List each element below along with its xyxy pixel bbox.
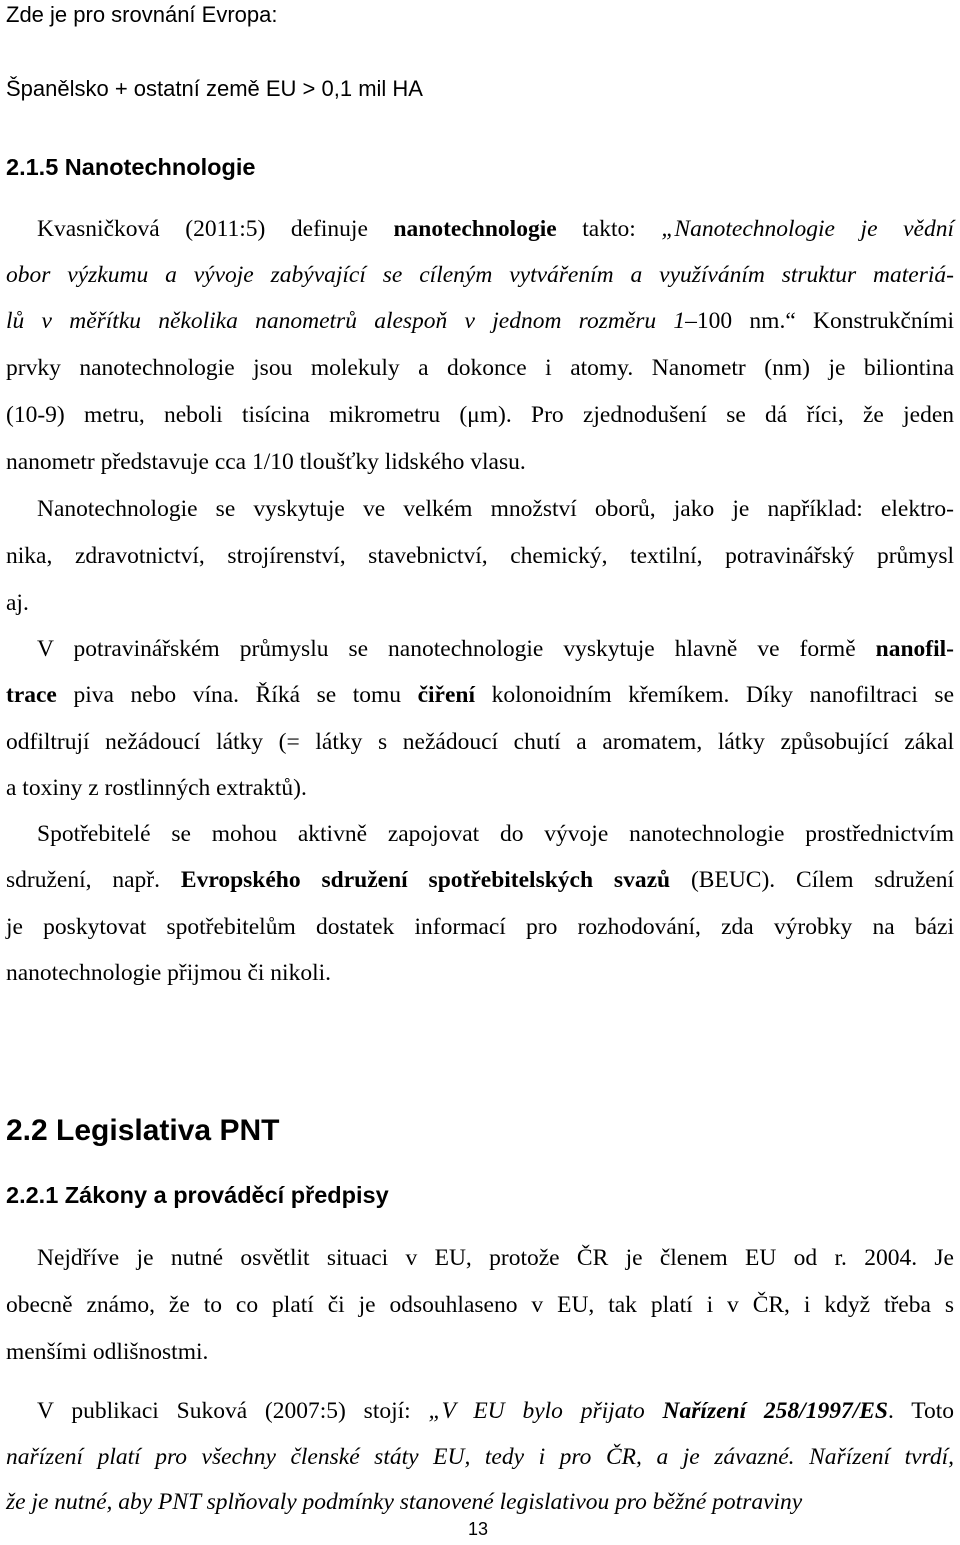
text-run: –100 nm. [685, 308, 786, 334]
quote-run: „V EU bylo přijato [428, 1398, 663, 1424]
paragraph-4-line-1: Spotřebitelé se mohou aktivně zapojovat do vývoje nanotechnologie prostřednictvím [37, 821, 954, 847]
text-run: piva nebo vína. Říká se tomu [56, 682, 418, 708]
section-heading-2-1-5: 2.1.5 Nanotechnologie [6, 154, 256, 180]
quote-run: nařízení platí pro všechny členské státy EU, tedy i pro ČR, a je závazné. [6, 1444, 810, 1470]
paragraph-1-line-4: prvky nanotechnologie jsou molekuly a dokonce i atomy. Nanometr (nm) je biliontina [6, 355, 954, 381]
quote-run: Nařízení tvrdí, [809, 1444, 954, 1470]
bold-term: čiření [417, 682, 476, 708]
paragraph-5-line-1: Nejdříve je nutné osvětlit situaci v EU, protože ČR je členem EU od r. 2004. Je [37, 1245, 954, 1271]
section-heading-2-2: 2.2 Legislativa PNT [6, 1114, 280, 1147]
paragraph-6-line-2 [6, 1446, 954, 1470]
bold-term: nanotechnologie [393, 216, 557, 242]
paragraph-1-line-1 [37, 218, 954, 242]
text-run: . Toto [887, 1398, 954, 1424]
paragraph-2-line-2: nika, zdravotnictví, strojírenství, stavebnictví, chemický, textilní, potravinářský průmysl [6, 543, 954, 569]
intro-line-1: Zde je pro srovnání Evropa: [6, 2, 278, 27]
paragraph-4-line-3: je poskytovat spotřebitelům dostatek informací pro rozhodování, zda výrobky na bázi [6, 914, 954, 940]
quote-run: že je nutné, aby PNT splňovaly podmínky stanovené legislativou pro běžné potraviny [6, 1489, 803, 1515]
quote-run: lů v měřítku několika nanometrů alespoň v jednom rozměru 1 [6, 308, 686, 334]
paragraph-1-line-5: (10-9) metru, neboli tisícina mikrometru (μm). Pro zjednodušení se dá říci, že jeden [6, 402, 954, 428]
paragraph-3-line-1 [37, 638, 954, 662]
paragraph-6-line-1 [37, 1400, 954, 1424]
bold-term: nanofil- [875, 636, 954, 662]
paragraph-1-line-6: nanometr představuje cca 1/10 tloušťky lidského vlasu. [6, 449, 526, 475]
quote-run: „Nanotechnologie je vědní [661, 216, 954, 242]
paragraph-3-line-2 [6, 684, 954, 708]
paragraph-2-line-3: aj. [6, 590, 29, 616]
section-heading-2-2-1: 2.2.1 Zákony a prováděcí předpisy [6, 1182, 389, 1208]
text-run: (BEUC). Cílem sdružení [670, 867, 954, 893]
bold-term: Evropského sdružení spotřebitelských svazů [180, 867, 671, 893]
text-run: V potravinářském průmyslu se nanotechnologie vyskytuje hlavně ve formě [37, 636, 876, 662]
text-run: V publikaci Suková (2007:5) stojí: [37, 1398, 429, 1424]
page-number: 13 [468, 1519, 489, 1539]
paragraph-4-line-2 [6, 869, 954, 893]
quote-run: obor výzkumu a vývoje zabývající se cíleným vytvářením a využíváním struktur materiá- [6, 262, 954, 288]
paragraph-2-line-1: Nanotechnologie se vyskytuje ve velkém množství oborů, jako je například: elektro- [37, 496, 954, 522]
paragraph-1-line-3 [6, 310, 954, 334]
bold-term: trace [6, 682, 57, 708]
paragraph-1-line-2 [6, 264, 954, 288]
paragraph-6-line-3 [6, 1491, 802, 1515]
bold-quote-term: Nařízení 258/1997/ES [662, 1398, 888, 1424]
text-run: kolonoidním křemíkem. Díky nanofiltraci se [475, 682, 954, 708]
paragraph-3-line-4: a toxiny z rostlinných extraktů). [6, 775, 307, 801]
text-run: sdružení, např. [6, 867, 181, 893]
paragraph-4-line-4: nanotechnologie přijmou či nikoli. [6, 960, 332, 986]
intro-line-2: Španělsko + ostatní země EU > 0,1 mil HA [6, 76, 423, 101]
paragraph-5-line-2: obecně známo, že to co platí či je odsouhlaseno v EU, tak platí i v ČR, i když třeba s [6, 1292, 954, 1318]
text-run: takto: [556, 216, 662, 242]
text-run: “ Konstrukčními [785, 308, 955, 334]
paragraph-5-line-3: menšími odlišnostmi. [6, 1339, 209, 1365]
text-run: Kvasničková (2011:5) definuje [37, 216, 394, 242]
paragraph-3-line-3: odfiltrují nežádoucí látky (= látky s nežádoucí chutí a aromatem, látky způsobující zákal [6, 729, 954, 755]
